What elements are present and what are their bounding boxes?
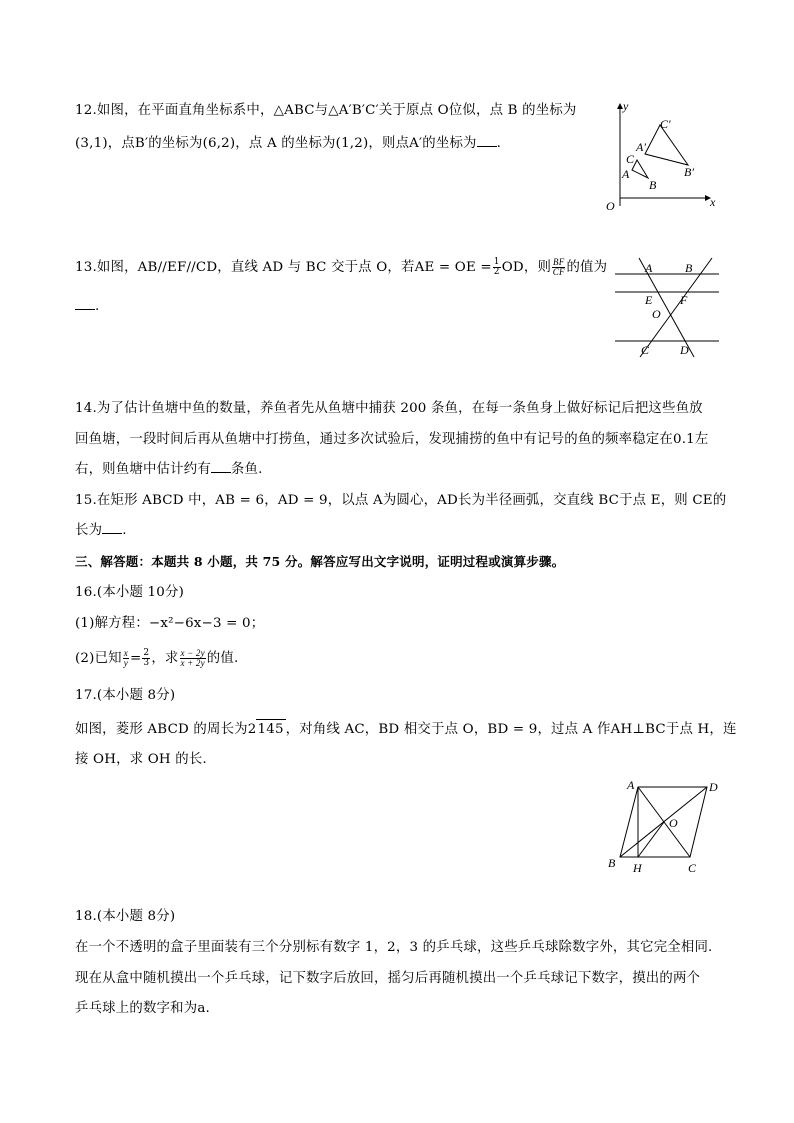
q16-value-fraction: $\frac{2}{3}$ bbox=[143, 648, 150, 668]
q16-part2 bbox=[75, 649, 238, 669]
q12-line1: 12.如图，在平面直角坐标系中，△ABC与△A′B′C′关于原点 O位似，点 B 的坐标为 bbox=[75, 103, 577, 118]
q16-header: 16.(本小题 10分) bbox=[75, 585, 185, 600]
label-H: H bbox=[633, 861, 642, 875]
q15-line1: 15.在矩形 ABCD 中，AB = 6，AD = 9，以点 A为圆心，AD长为半径画弧，交直线 BC于点 E，则 CE的 bbox=[75, 493, 727, 508]
q18-line1: 在一个不透明的盒子里面装有三个分别标有数字 1，2，3 的乒乓球，这些乒乓球除数字外，其它完全相同. bbox=[75, 940, 713, 955]
q12-figure bbox=[600, 98, 730, 223]
q14-line2: 回鱼塘，一段时间后再从鱼塘中打捞鱼，通过多次试验后，发现捕捞的鱼中有记号的鱼的频率稳定在0.1左 bbox=[75, 432, 709, 447]
label-B: B bbox=[608, 856, 616, 870]
answer-blank bbox=[75, 297, 95, 310]
answer-blank bbox=[477, 134, 497, 147]
answer-blank bbox=[211, 460, 231, 473]
q14-line3-b: 条鱼. bbox=[230, 462, 263, 477]
label-A1: A′ bbox=[636, 140, 646, 154]
section3-heading: 三、解答题：本题共 8 小题，共 75 分。解答应写出文字说明，证明过程或演算步骤。 bbox=[75, 554, 565, 569]
label-D: D bbox=[680, 343, 689, 357]
label-C1: C′ bbox=[660, 117, 671, 131]
q16-part2-c: ，求 bbox=[151, 651, 179, 666]
q17-sqrt-value: 145 bbox=[256, 719, 286, 740]
q18-line3: 乒乓球上的数字和为a. bbox=[75, 1001, 210, 1016]
q17-line1-a: 如图，菱形 ABCD 的周长为2 bbox=[75, 722, 257, 737]
label-C: C bbox=[688, 861, 697, 875]
q17-line1 bbox=[75, 719, 737, 740]
label-B1: B′ bbox=[684, 165, 694, 179]
q17-header: 17.(本小题 8分) bbox=[75, 688, 176, 703]
q13-line2-end: . bbox=[95, 299, 100, 314]
q13-ratio-fraction: $\frac{BF}{CF}$ bbox=[552, 257, 565, 277]
label-B: B bbox=[649, 178, 657, 192]
label-C: C bbox=[626, 152, 635, 166]
q16-part2-a: (2)已知 bbox=[75, 651, 122, 666]
label-E: E bbox=[645, 293, 653, 307]
label-F: F bbox=[680, 293, 688, 307]
q16-part1: (1)解方程：−x²−6x−3 = 0； bbox=[75, 616, 265, 631]
q16-part2-b: = bbox=[129, 651, 142, 666]
q17-line2: 接 OH，求 OH 的长. bbox=[75, 752, 207, 767]
q16-part2-d: 的值. bbox=[206, 651, 239, 666]
q14-line3 bbox=[75, 460, 263, 480]
triangle-a1b1c1 bbox=[645, 125, 688, 165]
q16-xy-fraction: $\frac{x}{y}$ bbox=[123, 648, 128, 668]
q14-line1: 14.为了估计鱼塘中鱼的数量，养鱼者先从鱼塘中捕获 200 条鱼，在每一条鱼身上做好标记后把这些鱼放 bbox=[75, 401, 703, 416]
q13-figure bbox=[612, 255, 722, 365]
q16-expr-fraction: $\frac{x - 2y}{x + 2y}$ bbox=[180, 648, 205, 668]
triangle-abc bbox=[632, 160, 648, 178]
q15-line2-b: . bbox=[122, 523, 127, 538]
q17-line1-b: ，对角线 AC，BD 相交于点 O，BD = 9，过点 A 作AH⊥BC于点 H，连 bbox=[285, 722, 737, 737]
q18-line2: 现在从盒中随机摸出一个乒乓球，记下数字后放回，摇匀后再随机摸出一个乒乓球记下数字，摸出的两个 bbox=[75, 971, 701, 986]
q14-line3-a: 右，则鱼塘中估计约有 bbox=[75, 462, 211, 477]
label-A: A bbox=[627, 778, 635, 792]
answer-blank bbox=[102, 521, 122, 534]
label-A: A bbox=[622, 167, 630, 181]
q17-figure bbox=[603, 777, 723, 877]
q13-line2 bbox=[75, 297, 99, 317]
q12-line2 bbox=[75, 134, 501, 154]
q12-line2-text: (3,1)，点B′的坐标为(6,2)，点 A 的坐标为(1,2)，则点A′的坐标为 bbox=[75, 136, 477, 151]
label-O: O bbox=[669, 816, 678, 830]
q13-line1-c: 的值为 bbox=[566, 260, 608, 275]
label-y: y bbox=[623, 99, 629, 113]
label-D: D bbox=[709, 780, 718, 794]
q18-header: 18.(本小题 8分) bbox=[75, 909, 176, 924]
label-O: O bbox=[606, 199, 615, 213]
q15-line2-a: 长为 bbox=[75, 523, 103, 538]
label-x: x bbox=[710, 195, 716, 209]
label-C: C bbox=[641, 343, 650, 357]
q13-line1-b: OD，则 bbox=[501, 260, 552, 275]
label-A: A bbox=[645, 261, 653, 275]
q13-half-fraction: $\frac{1}{2}$ bbox=[493, 257, 500, 277]
q15-line2 bbox=[75, 521, 127, 541]
q12-line2-end: . bbox=[496, 136, 502, 151]
label-O: O bbox=[652, 307, 661, 321]
label-B: B bbox=[685, 261, 693, 275]
q13-line1-a: 13.如图，AB//EF//CD，直线 AD 与 BC 交于点 O，若AE = OE = bbox=[75, 260, 492, 275]
q13-line1 bbox=[75, 258, 607, 278]
